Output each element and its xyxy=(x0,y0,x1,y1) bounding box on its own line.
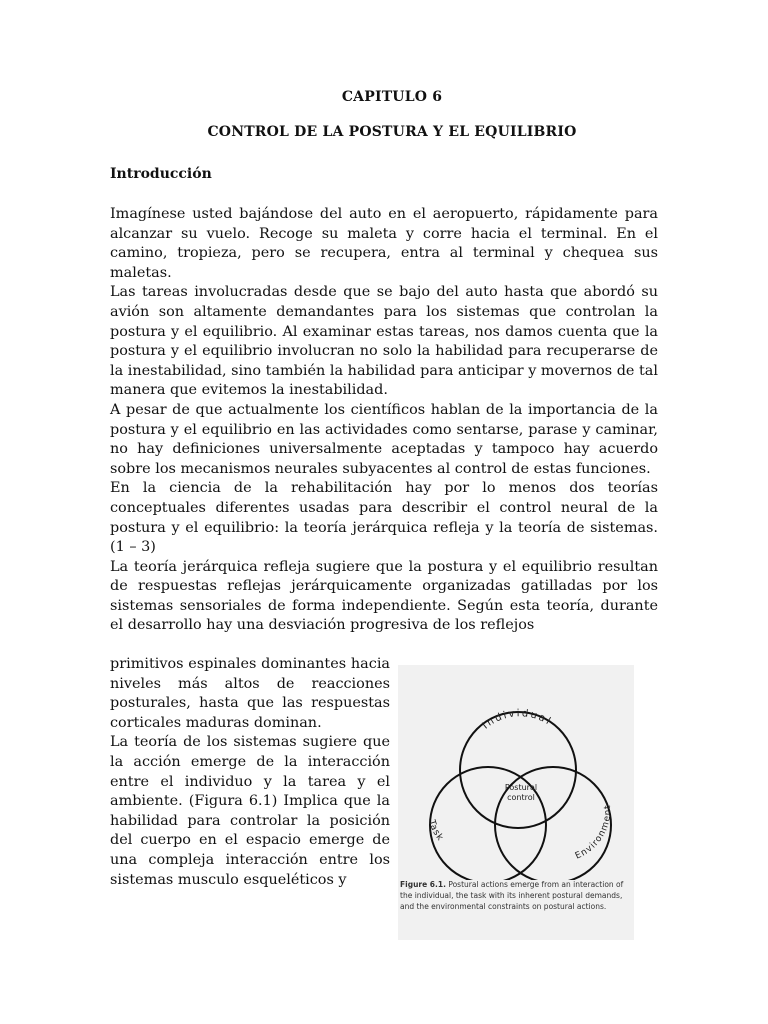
body-text-wide xyxy=(110,205,658,636)
figure-caption xyxy=(400,879,632,912)
center-label-line1: Postural xyxy=(504,783,538,792)
paragraph: primitivos espinales dominantes hacia niveles más altos de reacciones posturales, hasta que las respuestas corticales maduras dominan. xyxy=(110,656,390,731)
paragraph: Imagínese usted bajándose del auto en el aeropuerto, rápidamente para alcanzar su vuelo. Recoge su maleta y corre hacia el terminal. En el camino, tropieza, pero se recupera, entra al terminal y chequea sus maletas. xyxy=(110,206,658,281)
caption-number: Figure 6.1. xyxy=(400,880,446,889)
center-label-line2: control xyxy=(507,793,535,802)
circle-individual xyxy=(460,712,576,828)
chapter-title: CONTROL DE LA POSTURA Y EL EQUILIBRIO xyxy=(207,124,577,140)
paragraph: Las tareas involucradas desde que se bajo del auto hasta que abordó su avión son altamente demandantes para los sistemas que controlan la postura y el equilibrio. Al examinar estas tareas, nos damos cuenta que la postura y el equilibrio involucran no solo la habilidad para recuperarse de la inestabilidad, sino también la habilidad para anticipar y movernos de tal manera que evitemos la inestabilidad. xyxy=(110,284,658,399)
svg-text:Individual xyxy=(481,708,554,731)
paragraph: En la ciencia de la rehabilitación hay por lo menos dos teorías conceptuales diferentes usadas para describir el control neural de la postura y el equilibrio: la teoría jerárquica refleja y la teoría de sistemas. (1 – 3) xyxy=(110,480,658,556)
chapter-heading: CAPITULO 6 xyxy=(341,89,443,105)
venn-diagram xyxy=(398,665,634,880)
section-heading: Introducción xyxy=(110,166,212,182)
venn-figure xyxy=(398,665,634,940)
label-environment: Environment xyxy=(573,803,614,862)
label-task: Task xyxy=(426,818,446,844)
paragraph: La teoría jerárquica refleja sugiere que la postura y el equilibrio resultan de respuestas reflejas jerárquicamente organizadas gatilladas por los sistemas sensoriales de forma independiente. Según esta teoría, durante el desarrollo hay una desviación progresiva de los reflejos xyxy=(110,558,658,634)
svg-text:Environment xyxy=(574,804,613,862)
label-individual: Individual xyxy=(480,708,554,732)
svg-text:Task xyxy=(426,818,445,844)
body-text-narrow xyxy=(110,655,390,890)
paragraph: La teoría de los sistemas sugiere que la acción emerge de la interacción entre el individuo y la tarea y el ambiente. (Figura 6.1) Implica que la habilidad para controlar la posición del cuerpo en el espacio emerge de una compleja interacción entre los sistemas musculo esqueléticos y xyxy=(110,734,390,888)
paragraph: A pesar de que actualmente los científicos hablan de la importancia de la postura y el equilibrio en las actividades como sentarse, parase y caminar, no hay definiciones universalmente aceptadas y tampoco hay acuerdo sobre los mecanismos neurales subyacentes al control de estas funciones. xyxy=(110,401,658,477)
caption-text: Postural actions emerge from an interaction of the individual, the task with its inherent postural demands, and the environmental constraints on postural actions. xyxy=(400,880,624,911)
